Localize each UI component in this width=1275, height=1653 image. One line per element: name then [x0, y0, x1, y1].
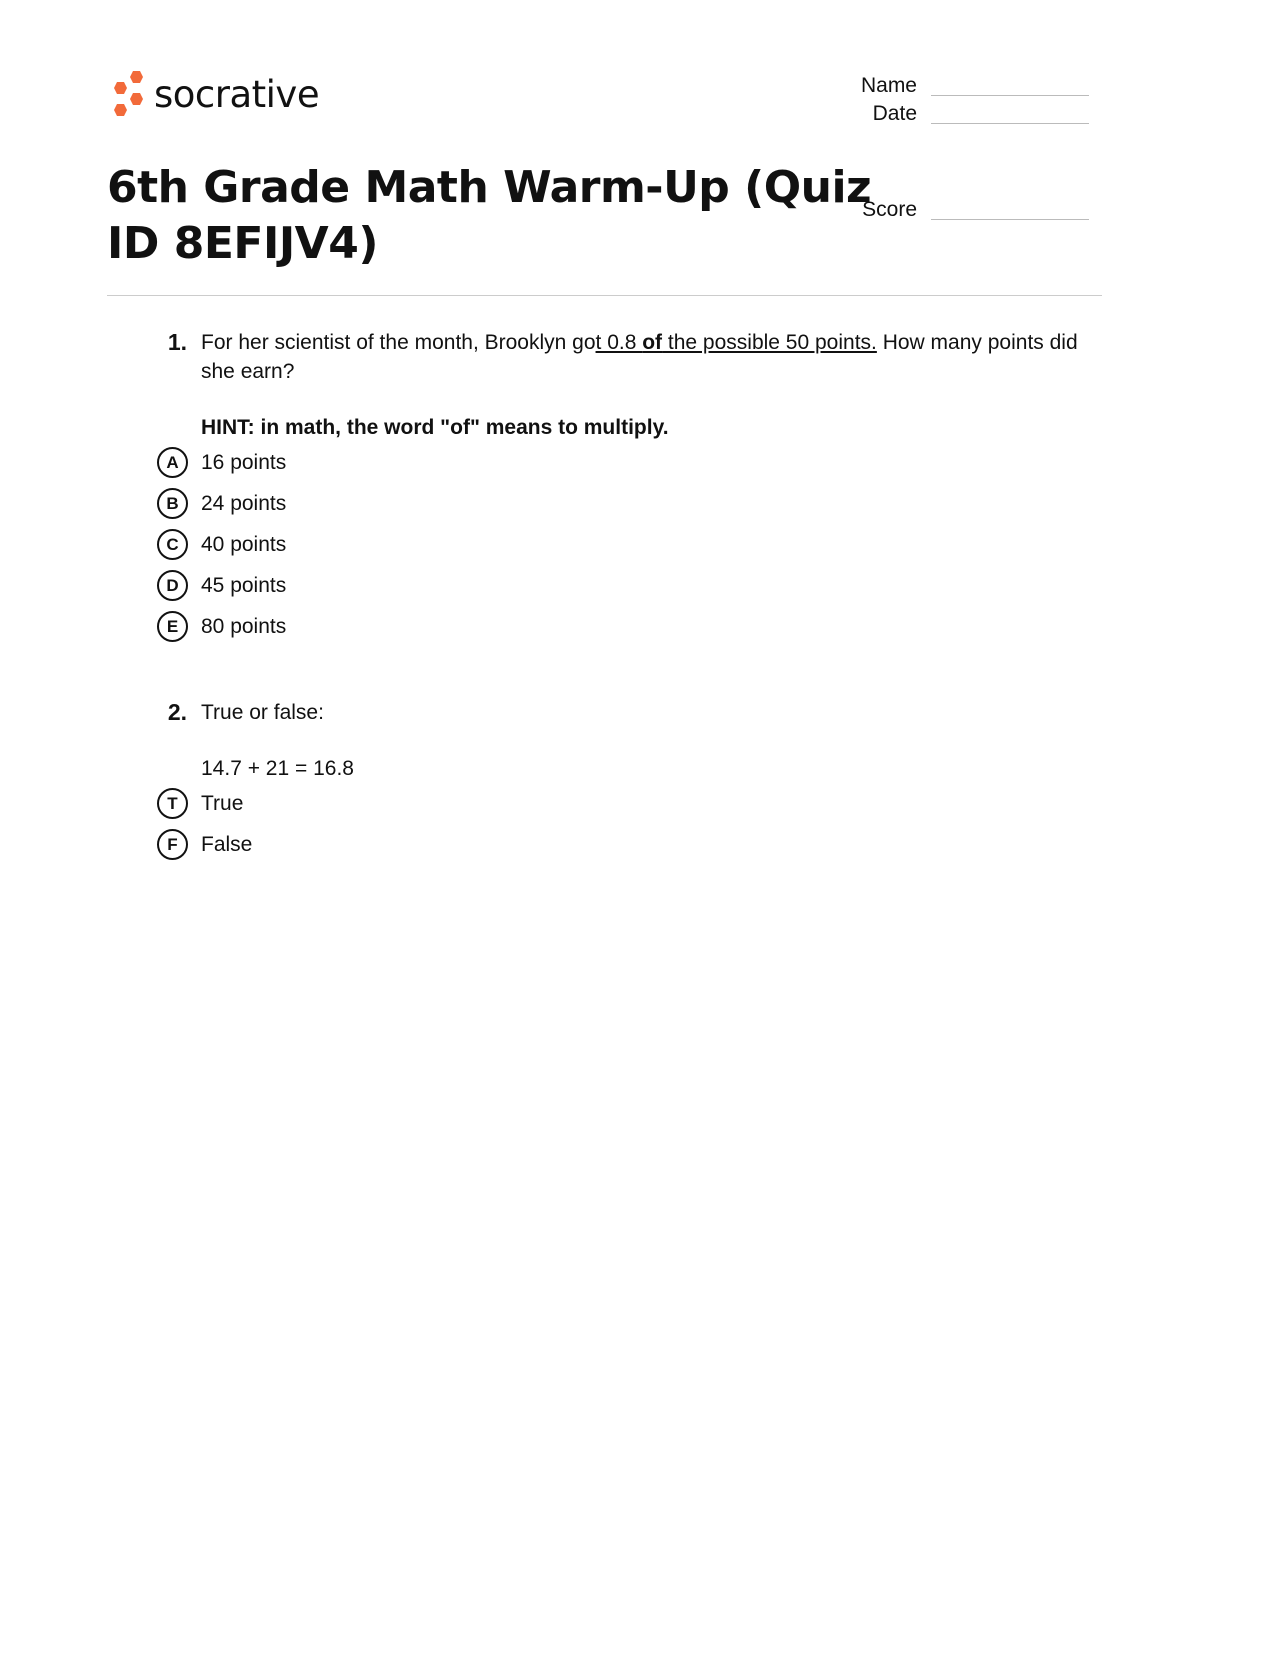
question-1 — [160, 328, 1100, 647]
option-text: 80 points — [201, 615, 287, 638]
option-bubble[interactable]: D — [157, 570, 188, 601]
hexagon-logo-icon — [107, 70, 145, 118]
option-false[interactable] — [157, 824, 1100, 865]
option-e[interactable] — [157, 606, 1100, 647]
score-label: Score — [862, 198, 917, 221]
option-text: 40 points — [201, 533, 287, 556]
text: t 0.8 — [595, 331, 643, 354]
question-number: 2. — [167, 699, 187, 725]
option-text: False — [201, 833, 253, 856]
text: the possible 50 points. — [662, 331, 877, 354]
date-field[interactable] — [832, 102, 1089, 126]
date-line[interactable] — [931, 122, 1089, 124]
option-bubble[interactable]: C — [157, 529, 188, 560]
option-text: 45 points — [201, 574, 287, 597]
question-number: 1. — [167, 329, 187, 355]
score-line[interactable] — [931, 218, 1089, 220]
question-text — [201, 328, 1100, 442]
option-bubble[interactable]: E — [157, 611, 188, 642]
text: of — [642, 331, 663, 354]
option-bubble[interactable]: T — [157, 788, 188, 819]
date-label: Date — [872, 102, 917, 125]
text: How many points did she earn? — [201, 331, 1078, 383]
socrative-logo — [107, 70, 319, 118]
name-field[interactable] — [832, 74, 1089, 98]
option-b[interactable] — [157, 483, 1100, 524]
option-text: 24 points — [201, 492, 287, 515]
hint: HINT: in math, the word "of" means to multiply. — [201, 416, 669, 439]
option-true[interactable] — [157, 783, 1100, 824]
page-title: 6th Grade Math Warm-Up (Quiz ID 8EFIJV4) — [107, 162, 872, 269]
question-text: True or false: — [201, 701, 324, 724]
option-text: True — [201, 792, 244, 815]
option-a[interactable] — [157, 442, 1100, 483]
option-bubble[interactable]: B — [157, 488, 188, 519]
logo-text: socrative — [154, 72, 320, 116]
option-text: 16 points — [201, 451, 287, 474]
name-label: Name — [860, 74, 917, 97]
option-bubble[interactable]: F — [157, 829, 188, 860]
divider — [107, 295, 1102, 296]
name-line[interactable] — [931, 94, 1089, 96]
option-c[interactable] — [157, 524, 1100, 565]
text: For her scientist of the month, Brooklyn go — [201, 331, 596, 354]
option-d[interactable] — [157, 565, 1100, 606]
option-bubble[interactable]: A — [157, 447, 188, 478]
question-2 — [160, 698, 1100, 865]
equation: 14.7 + 21 = 16.8 — [201, 757, 354, 780]
